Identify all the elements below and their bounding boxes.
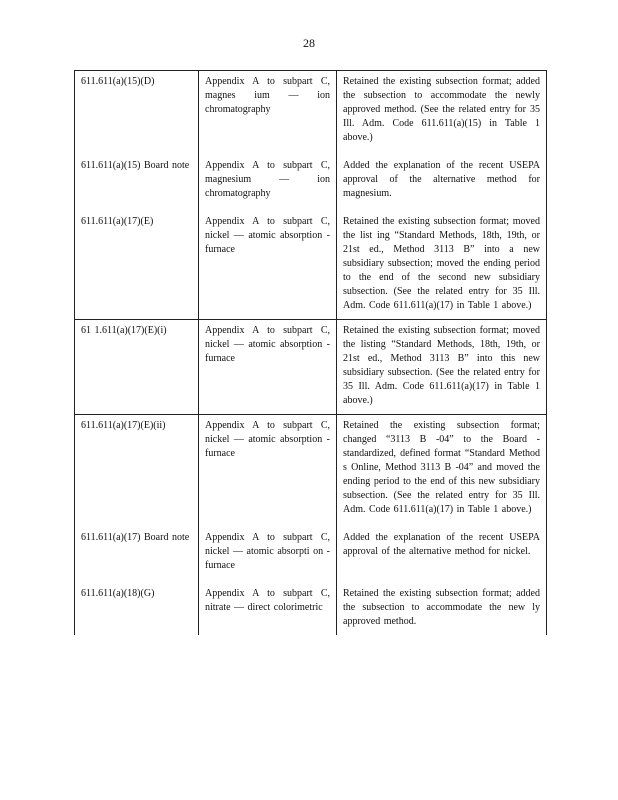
cell-action: Retained the existing subsection format; changed “3113 B -04” to the Board - standardized, defined format “Standard Method s Online, Method 3113 B -04” and moved the ending period to the end of this new subsidiary subsection. (See the related entry for 35 Ill. Adm. Code 611.611(a)(17) in Table 1 above.) (337, 415, 547, 524)
cell-section: 61 1.611(a)(17)(E)(i) (75, 320, 199, 415)
cell-action: Added the explanation of the recent USEPA approval of the alternative method for magnesium. (337, 151, 547, 207)
table-row (75, 579, 547, 635)
cell-action: Added the explanation of the recent USEPA approval of the alternative method for nickel. (337, 523, 547, 579)
cell-source: Appendix A to subpart C, magnesium — ion chromatography (199, 151, 337, 207)
cell-source: Appendix A to subpart C, nickel — atomic absorption -furnace (199, 207, 337, 320)
cell-source: Appendix A to subpart C, nickel — atomic absorption -furnace (199, 415, 337, 524)
table-row (75, 71, 547, 152)
cell-section: 611.611(a)(18)(G) (75, 579, 199, 635)
table-row (75, 320, 547, 415)
cell-action: Retained the existing subsection format; added the subsection to accommodate the new ly approved method. (337, 579, 547, 635)
cell-section: 611.611(a)(15) Board note (75, 151, 199, 207)
table-row (75, 415, 547, 524)
comparison-table (74, 70, 547, 635)
cell-section: 611.611(a)(17)(E)(ii) (75, 415, 199, 524)
cell-action: Retained the existing subsection format; added the subsection to accommodate the newly approved method. (See the related entry for 35 Ill. Adm. Code 611.611(a)(15) in Table 1 above.) (337, 71, 547, 152)
table-row (75, 151, 547, 207)
cell-section: 611.611(a)(17)(E) (75, 207, 199, 320)
table-body (75, 71, 547, 636)
cell-source: Appendix A to subpart C, nickel — atomic absorption -furnace (199, 320, 337, 415)
table-row (75, 207, 547, 320)
cell-source: Appendix A to subpart C, magnes ium — ion chromatography (199, 71, 337, 152)
cell-section: 611.611(a)(17) Board note (75, 523, 199, 579)
cell-action: Retained the existing subsection format; moved the listing “Standard Methods, 18th, 19th, or 21st ed., Method 3113 B” into this new subsidiary subsection. (See the related entry for 35 Ill. Adm. Code 611.611(a)(17) in Table 1 above.) (337, 320, 547, 415)
cell-action: Retained the existing subsection format; moved the list ing “Standard Methods, 18th, 19th, or 21st ed., Method 3113 B” into a new subsidiary subsection; moved the ending period to the end of the second new subsidiary subsection. (See the related entry for 35 Ill. Adm. Code 611.611(a)(17) in Table 1 above.) (337, 207, 547, 320)
cell-source: Appendix A to subpart C, nitrate — direct colorimetric (199, 579, 337, 635)
table-row (75, 523, 547, 579)
page-number: 28 (303, 36, 315, 50)
cell-source: Appendix A to subpart C, nickel — atomic absorpti on -furnace (199, 523, 337, 579)
cell-section: 611.611(a)(15)(D) (75, 71, 199, 152)
